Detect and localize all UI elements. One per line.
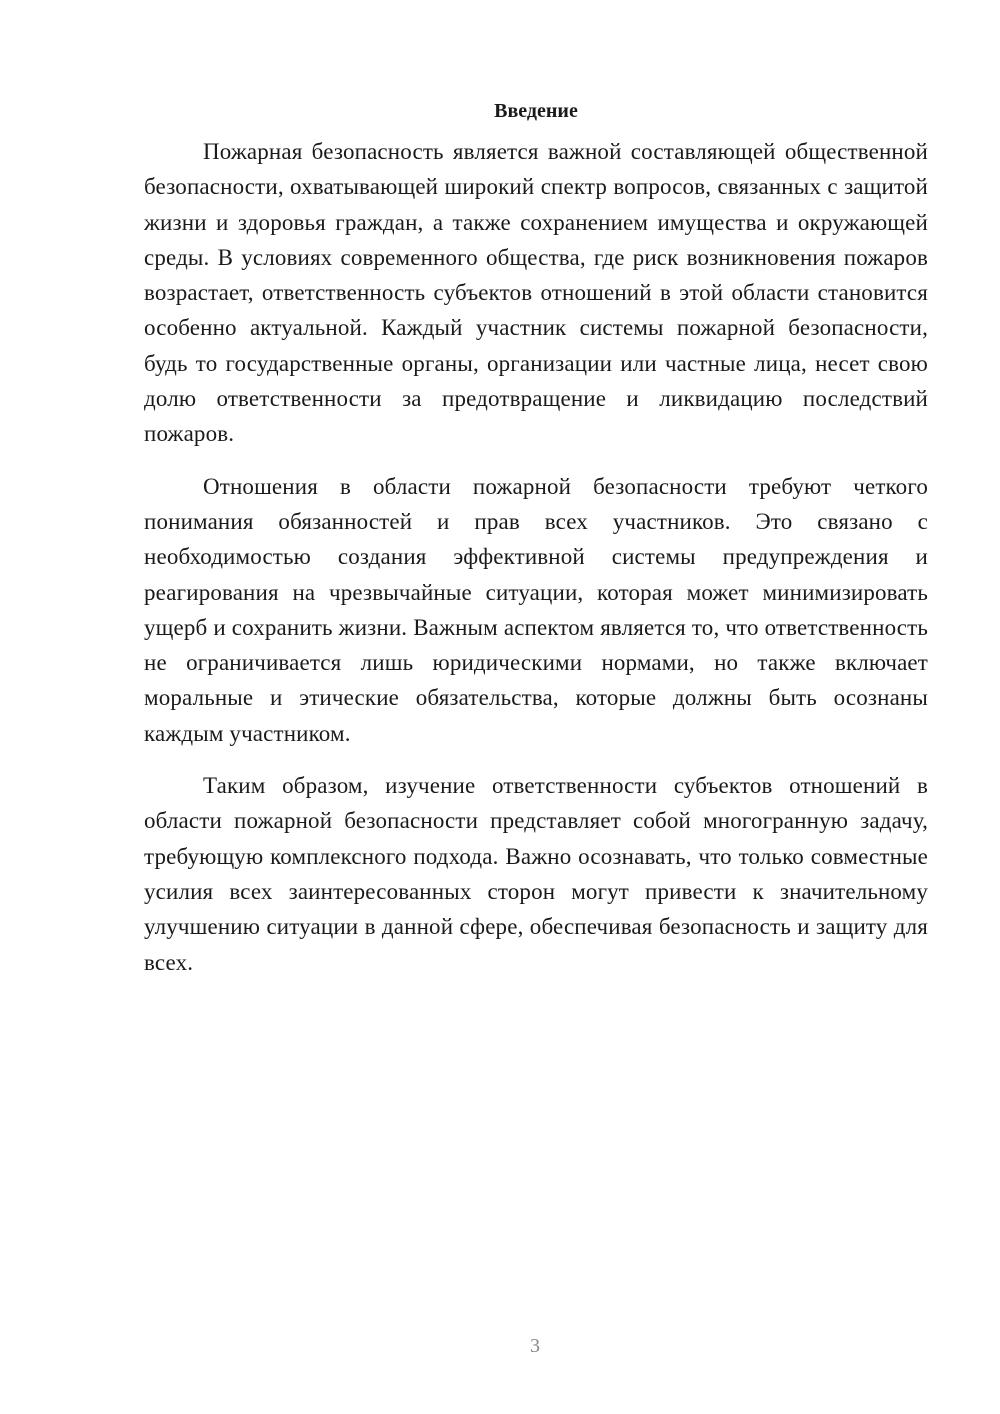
paragraph-2: Отношения в области пожарной безопасности требуют четкого понимания обязанностей и прав всех участников. Это связано с необходимостью создания эффективной системы предупреждения и реагирования на чрезвычайные ситуации, которая может минимизировать ущерб и сохранить жизни. Важным аспектом является то, что ответственность не ограничивается лишь юридическими нормами, но также включает моральные и этические обязательства, которые должны быть осознаны каждым участником.: [144, 473, 928, 746]
page-number: 3: [530, 1335, 540, 1357]
section-heading: Введение: [494, 100, 578, 122]
paragraph-3: Таким образом, изучение ответственности субъектов отношений в области пожарной безопасности представляет собой многогранную задачу, требующую комплексного подхода. Важно осознавать, что только совместные усилия всех заинтересованных сторон могут привести к значительному улучшению ситуации в данной сфере, обеспечивая безопасность и защиту для всех.: [144, 773, 928, 975]
page-content: [144, 98, 928, 997]
paragraph-1: Пожарная безопасность является важной составляющей общественной безопасности, охватывающей широкий спектр вопросов, связанных с защитой жизни и здоровья граждан, а также сохранением имущества и окружающей среды. В условиях современного общества, где риск возникновения пожаров возрастает, ответственность субъектов отношений в этой области становится особенно актуальной. Каждый участник системы пожарной безопасности, будь то государственные органы, организации или частные лица, несет свою долю ответственности за предотвращение и ликвидацию последствий пожаров.: [144, 139, 928, 447]
